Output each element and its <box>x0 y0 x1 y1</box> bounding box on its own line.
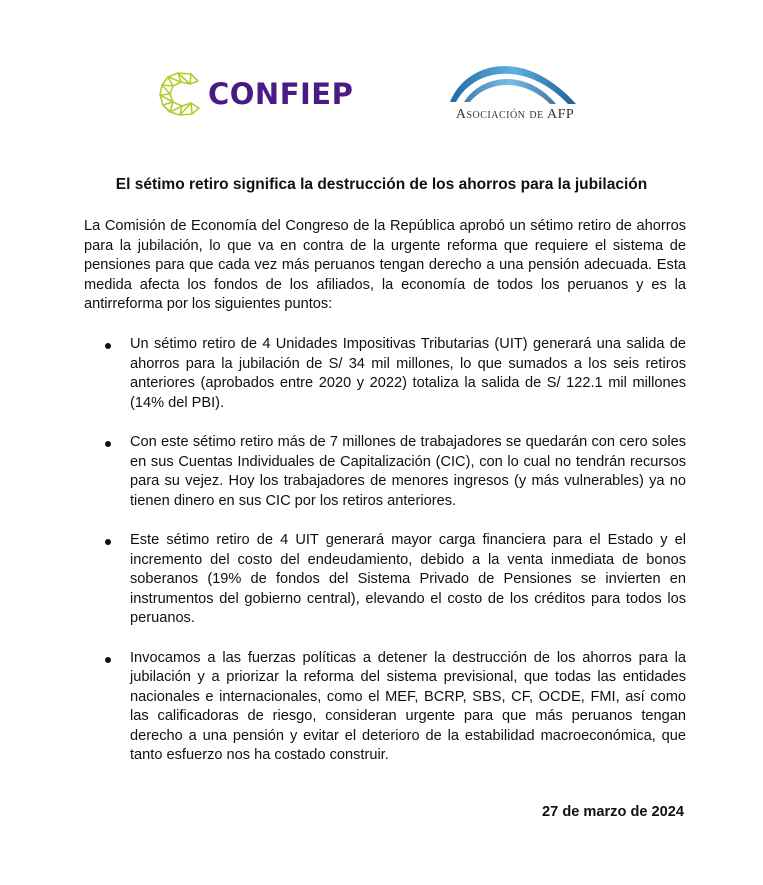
afp-logo <box>440 52 590 132</box>
document-date: 27 de marzo de 2024 <box>542 804 684 820</box>
bullet-item <box>84 531 686 629</box>
bullet-item <box>84 335 686 413</box>
bullet-list <box>84 335 686 786</box>
bullet-icon <box>105 343 111 349</box>
confiep-c-icon <box>158 71 204 117</box>
bullet-text: Este sétimo retiro de 4 UIT generará mayor carga financiera para el Estado y el incremento del costo del endeudamiento, debido a la venta inmediata de bonos soberanos (19% de fondos del Sistema Privado de Pensiones se invierten en instrumentos del gobierno central), elevando el costo de los créditos para todos los peruanos. <box>130 531 686 627</box>
bullet-icon <box>105 441 111 447</box>
bullet-item <box>84 433 686 511</box>
bullet-text: Un sétimo retiro de 4 Unidades Impositivas Tributarias (UIT) generará una salida de ahorros para la jubilación de S/ 34 mil millones, lo que sumados a los seis retiros anteriores (aprobados entre 2020 y 2022) totaliza la salida de S/ 122.1 mil millones (14% del PBI). <box>130 336 686 411</box>
bullet-text: Invocamos a las fuerzas políticas a detener la destrucción de los ahorros para la jubilación y a priorizar la reforma del sistema previsional, que todas las entidades nacionales e internacionales, como el MEF, BCRP, SBS, CF, OCDE, FMI, así como las calificadoras de riesgo, consideran urgente para que más peruanos tengan derecho a una pensión y evitar el deterioro de la estabilidad macroeconómica, que tanto esfuerzo nos ha costado construir. <box>130 649 686 764</box>
confiep-logo <box>158 69 353 119</box>
afp-arc-icon <box>444 52 584 110</box>
document-title: El sétimo retiro significa la destrucción de los ahorros para la jubilación <box>115 176 648 193</box>
confiep-wordmark: CONFIEP <box>208 76 354 111</box>
bullet-text: Con este sétimo retiro más de 7 millones de trabajadores se quedarán con cero soles en sus Cuentas Individuales de Capitalización (CIC), con lo cual no tendrán recursos para su vejez. Hoy los trabajadores de menores ingresos (y más vulnerables) ya no tienen dinero en sus CIC por los retiros anteriores. <box>130 433 686 509</box>
bullet-item <box>84 649 686 767</box>
bullet-icon <box>105 539 111 545</box>
bullet-icon <box>105 657 111 663</box>
logos-header <box>0 52 763 142</box>
intro-paragraph: La Comisión de Economía del Congreso de la República aprobó un sétimo retiro de ahorros para la jubilación, lo que va en contra de la urgente reforma que requiere el sistema de pensiones para que cada vez más peruanos tengan derecho a una pensión adecuada. Esta medida afecta los fondos de los afiliados, la economía de todos los peruanos y es la antirreforma por los siguientes puntos: <box>84 218 686 313</box>
afp-wordmark: Asociación de AFP <box>455 107 575 122</box>
